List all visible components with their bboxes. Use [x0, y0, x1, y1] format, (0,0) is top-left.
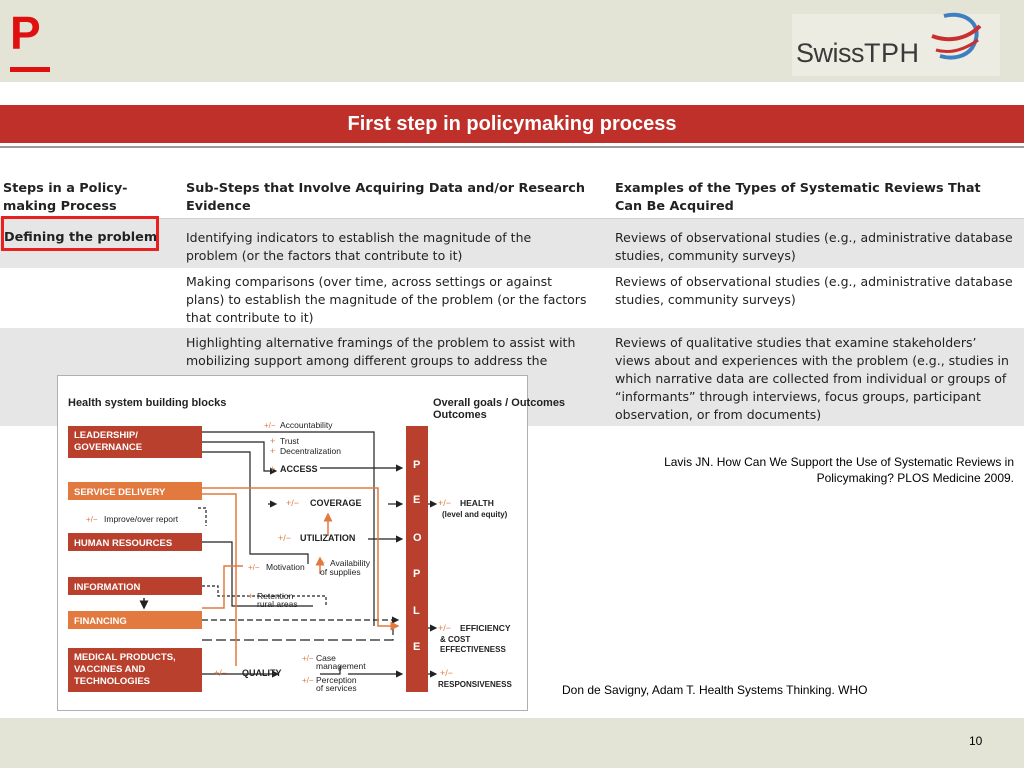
- pm-sign: +/−: [438, 498, 452, 508]
- plus-sign: +: [270, 464, 276, 474]
- pm-sign: +/−: [248, 563, 260, 572]
- bottom-bar: [0, 718, 1024, 768]
- label-improve-report: Improve/over report: [104, 514, 179, 524]
- divider: [0, 146, 1024, 148]
- col-header-examples: Examples of the Types of Systematic Reviews That Can Be Acquired: [615, 181, 981, 214]
- people-letter: E: [413, 641, 421, 653]
- example-text: Reviews of observational studies (e.g., administrative database studies, community surveys): [615, 274, 1013, 307]
- citation-lavis-line2: Policymaking? PLOS Medicine 2009.: [816, 471, 1014, 485]
- label-motivation: Motivation: [266, 562, 305, 572]
- plus-sign: +: [248, 591, 254, 601]
- pm-sign: +/−: [302, 676, 314, 685]
- people-letter: L: [413, 605, 420, 617]
- label-efficiency-3: EFFECTIVENESS: [440, 645, 506, 654]
- label-utilization: UTILIZATION: [300, 533, 356, 543]
- example-text: Reviews of qualitative studies that examine stakeholders’ views about and experiences with the problem (e.g., studies in which narrative data are collected from individual or groups of “informants” through interviews, focus groups, participant observation, or from documents): [615, 335, 1009, 422]
- col-header-steps: Steps in a Policy-making Process: [3, 181, 128, 214]
- block-medical-label-2: VACCINES AND: [74, 664, 146, 675]
- plus-sign: +: [270, 436, 276, 446]
- label-health: HEALTH: [460, 498, 494, 508]
- diagram-title-left: Health system building blocks: [68, 397, 227, 409]
- substep-text: Identifying indicators to establish the magnitude of the problem (or the factors that contribute to it): [186, 230, 532, 263]
- block-medical-label: MEDICAL PRODUCTS,: [74, 652, 176, 663]
- health-system-diagram: [57, 375, 566, 711]
- label-availability: Availability: [330, 558, 371, 568]
- label-perception-2: of services: [316, 683, 357, 693]
- slide-title-banner: First step in policymaking process: [0, 105, 1024, 143]
- citation-savigny: Don de Savigny, Adam T. Health Systems Thinking. WHO: [562, 683, 868, 697]
- label-coverage: COVERAGE: [310, 498, 362, 508]
- label-responsiveness: RESPONSIVENESS: [438, 680, 512, 689]
- citation-lavis-line1: Lavis JN. How Can We Support the Use of Systematic Reviews in: [664, 455, 1014, 469]
- block-financing-label: FINANCING: [74, 616, 127, 627]
- block-human-resources-label: HUMAN RESOURCES: [74, 538, 173, 549]
- label-case-mgmt: Case: [316, 653, 336, 663]
- page-number: 10: [969, 734, 983, 748]
- block-service-delivery-label: SERVICE DELIVERY: [74, 487, 166, 498]
- block-leadership-label-2: GOVERNANCE: [74, 442, 143, 453]
- plus-sign: +: [320, 558, 326, 568]
- col-header-substeps: Sub-Steps that Involve Acquiring Data and/or Research Evidence: [186, 181, 585, 214]
- step-defining-problem: Defining the problem: [4, 230, 158, 245]
- example-text: Reviews of observational studies (e.g., administrative database studies, community surveys): [615, 230, 1013, 263]
- label-quality: QUALITY: [242, 668, 282, 678]
- label-efficiency-2: & COST: [440, 635, 471, 644]
- plus-sign: +: [270, 446, 276, 456]
- label-health-sub: (level and equity): [442, 510, 508, 519]
- pm-sign: +/−: [302, 654, 314, 663]
- substep-text: Highlighting alternative framings of the problem to assist with mobilizing support among different groups to address the: [186, 335, 576, 368]
- section-letter-underline: [10, 67, 50, 72]
- people-letter: P: [413, 459, 421, 471]
- label-availability-2: of supplies: [320, 567, 361, 577]
- pm-sign: +/−: [86, 515, 98, 524]
- label-case-mgmt-2: management: [316, 661, 366, 671]
- label-access: ACCESS: [280, 464, 318, 474]
- label-trust: Trust: [280, 436, 300, 446]
- label-efficiency: EFFICIENCY: [460, 623, 511, 633]
- citation-lavis: [560, 454, 1014, 486]
- block-leadership-label: LEADERSHIP/: [74, 430, 138, 441]
- people-letter: E: [413, 494, 421, 506]
- substep-text: Making comparisons (over time, across settings or against plans) to establish the magnitude of the problem (or the factors that contribute to it): [186, 274, 587, 325]
- section-letter: P: [10, 7, 41, 59]
- swiss-tph-logo-text: SwissTPH: [796, 38, 920, 68]
- label-retention-2: rural areas: [257, 599, 298, 609]
- highlight-box: [1, 216, 159, 251]
- pm-sign: +/−: [286, 498, 300, 508]
- label-accountability: Accountability: [280, 420, 333, 430]
- pm-sign: +/−: [278, 533, 292, 543]
- pm-sign: +/−: [264, 421, 276, 430]
- swiss-tph-logo-icon: [926, 10, 986, 68]
- block-medical-label-3: TECHNOLOGIES: [74, 676, 151, 687]
- diagram-title-right-2: Outcomes: [433, 409, 487, 421]
- pm-sign: +/−: [214, 668, 228, 678]
- label-decentralization: Decentralization: [280, 446, 341, 456]
- pm-sign: +/−: [438, 623, 452, 633]
- diagram-title-right: Overall goals / Outcomes: [433, 397, 566, 409]
- pm-sign: +/−: [440, 668, 454, 678]
- label-perception: Perception: [316, 675, 357, 685]
- people-letter: O: [413, 532, 422, 544]
- people-letter: P: [413, 568, 421, 580]
- label-retention: Retention: [257, 591, 294, 601]
- block-information-label: INFORMATION: [74, 582, 141, 593]
